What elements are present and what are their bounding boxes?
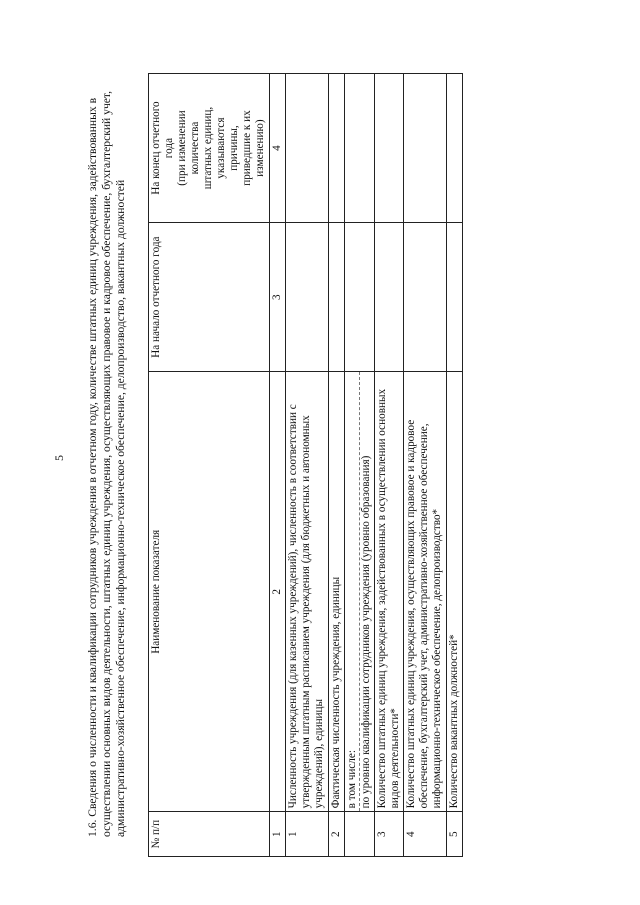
row-name: Фактическая численность учреждения, единицы	[329, 372, 345, 812]
row-end-value	[447, 74, 463, 223]
row-subitem: по уровню квалификации сотрудников учреждения (уровню образования)	[360, 455, 372, 809]
column-number: 4	[270, 74, 286, 223]
row-end-value	[404, 74, 447, 223]
row-end-value	[375, 74, 404, 223]
row-subheading: в том числе:	[346, 750, 358, 809]
row-name: Количество вакантных должностей*	[447, 372, 463, 812]
row-end-value	[329, 74, 345, 223]
staff-table	[148, 73, 463, 857]
table-row	[404, 74, 447, 857]
column-number: 1	[270, 812, 286, 857]
table-row	[375, 74, 404, 857]
row-num: 4	[404, 812, 447, 857]
row-start-value	[404, 223, 447, 372]
header-start: На начало отчетного года	[149, 223, 270, 372]
page-number: 5	[52, 455, 66, 461]
table-header-row	[149, 74, 270, 857]
row-num: 5	[447, 812, 463, 857]
header-end: На конец отчетного года (при изменении количества штатных единиц, указываются причины, приведшие к их изменению)	[149, 74, 270, 223]
table-row	[329, 74, 345, 857]
row-num: 3	[375, 812, 404, 857]
column-number-row	[270, 74, 286, 857]
section-heading: 1.6. Сведения о численности и квалификации сотрудников учреждения в отчетном году, количестве штатных единиц учреждения, задействованных в осуществлении основных видов деятельности, штатных единиц учреждения, осуществляющих правовое и кадровое обеспечение, бухгалтерский учет, административно-хозяйственное обеспечение, информационно-техническое обеспечение, делопроизводство, вакантных должностей	[86, 90, 127, 837]
row-name-group	[345, 372, 375, 812]
row-start-value	[447, 223, 463, 372]
table-row	[447, 74, 463, 857]
row-name: Количество штатных единиц учреждения, задействованных в осуществлении основных видов деятельности*	[375, 372, 404, 812]
row-end-value	[286, 74, 329, 223]
row-num: 1	[286, 812, 329, 857]
row-name: Количество штатных единиц учреждения, осуществляющих правовое и кадровое обеспечение, бухгалтерский учет, административно-хозяйственное обеспечение, информационно-техническое обеспечение, делопроизводство*	[404, 372, 447, 812]
row-start-value	[375, 223, 404, 372]
column-number: 2	[270, 372, 286, 812]
row-start-value	[286, 223, 329, 372]
row-end-value	[345, 74, 375, 223]
row-name: Численность учреждения (для казенных учреждений), численность в соответствии с утвержденным штатным расписанием учреждения (для бюджетных и автономных учреждений), единицы	[286, 372, 329, 812]
row-num: 2	[329, 812, 345, 857]
row-start-value	[329, 223, 345, 372]
header-num: № п/п	[149, 812, 270, 857]
row-start-value	[345, 223, 375, 372]
column-number: 3	[270, 223, 286, 372]
table-row	[286, 74, 329, 857]
row-num	[345, 812, 375, 857]
table-row	[345, 74, 375, 857]
header-name: Наименование показателя	[149, 372, 270, 812]
